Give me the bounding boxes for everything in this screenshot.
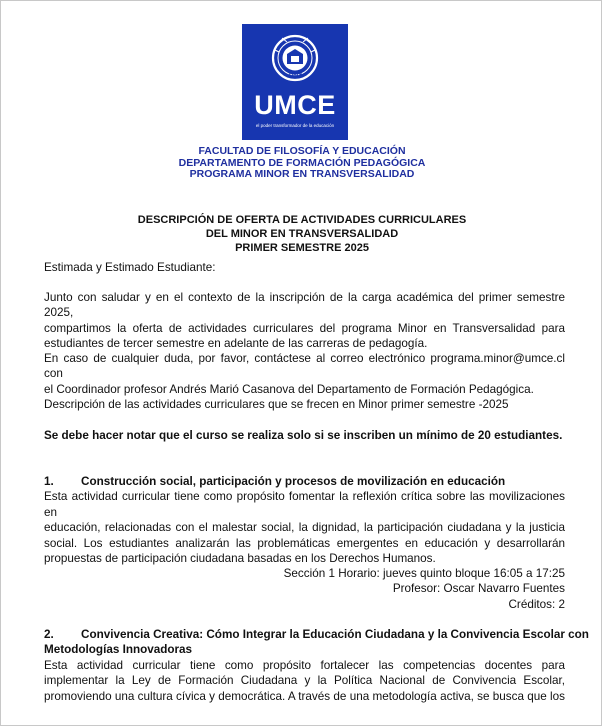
course-1-heading [44, 474, 565, 489]
course-2 [44, 627, 589, 704]
description-line: Descripción de las actividades curriculares que se frecen en Minor primer semestre -2025 [44, 398, 509, 411]
department-name: DEPARTAMENTO DE FORMACIÓN PEDAGÓGICA [178, 156, 426, 169]
minimum-enrollment-notice: Se debe hacer notar que el curso se realiza solo si se inscriben un mínimo de 20 estudiantes. [44, 429, 563, 442]
greeting: Estimada y Estimado Estudiante: [44, 261, 216, 274]
title-line-1: DESCRIPCIÓN DE OFERTA DE ACTIVIDADES CURRICULARES [137, 214, 467, 226]
faculty-name: FACULTAD DE FILOSOFÍA Y EDUCACIÓN [198, 145, 406, 157]
program-name: PROGRAMA MINOR EN TRANSVERSALIDAD [189, 168, 415, 180]
department-header [1, 146, 602, 181]
logo-tagline: el poder transformador de la educación [255, 123, 335, 128]
course-1-details [44, 566, 565, 612]
course-1-title: Construcción social, participación y procesos de movilización en educación [81, 475, 506, 488]
course-2-number: 2. [44, 628, 54, 641]
contact-paragraph: En caso de cualquier duda, por favor, contáctese al correo electrónico programa.minor@umce.cl con el Coordinador profesor Andrés Marió Casanova del Departamento de Formación Pedagógica. [44, 352, 565, 396]
course-1-professor: Profesor: Oscar Navarro Fuentes [392, 582, 565, 596]
logo-wordmark: UMCE [254, 90, 336, 120]
intro-paragraph: Junto con saludar y en el contexto de la inscripción de la carga académica del primer semestre 2025, compartimos la oferta de actividades curriculares del programa Minor en Transversalidad para estudiantes de tercer semestre en adelante de las carreras de pedagogía. [44, 291, 565, 351]
course-2-title-continued: Metodologías Innovadoras [44, 643, 193, 657]
course-2-heading [44, 627, 589, 642]
umce-logo [242, 24, 348, 140]
university-seal-icon [242, 24, 348, 94]
course-1-number: 1. [44, 475, 54, 488]
svg-text:1889: 1889 [288, 72, 302, 78]
document-title [1, 213, 602, 255]
title-line-3: PRIMER SEMESTRE 2025 [235, 242, 369, 254]
course-2-title: Convivencia Creativa: Cómo Integrar la Educación Ciudadana y la Convivencia Escolar con [81, 628, 589, 641]
course-1 [44, 474, 565, 566]
course-1-description: Esta actividad curricular tiene como propósito fomentar la reflexión crítica sobre las movilizaciones en educación, relacionadas con el malestar social, la dignidad, la participación ciudadana y la justicia social. Los estudiantes analizarán las problemáticas emergentes en educación y desarrollarán propuestas de participación ciudadana basadas en los Derechos Humanos. [44, 490, 565, 566]
course-1-schedule: Sección 1 Horario: jueves quinto bloque 16:05 a 17:25 [283, 567, 565, 580]
course-2-description: Esta actividad curricular tiene como propósito fortalecer las competencias docentes para implementar la Ley de Formación Ciudadana y la Política Nacional de Convivencia Escolar, promoviendo una cultura cívica y democrática. A través de una metodología activa, se busca que los [44, 658, 565, 703]
title-line-2: DEL MINOR EN TRANSVERSALIDAD [205, 228, 399, 240]
course-1-credits: Créditos: 2 [508, 597, 565, 611]
